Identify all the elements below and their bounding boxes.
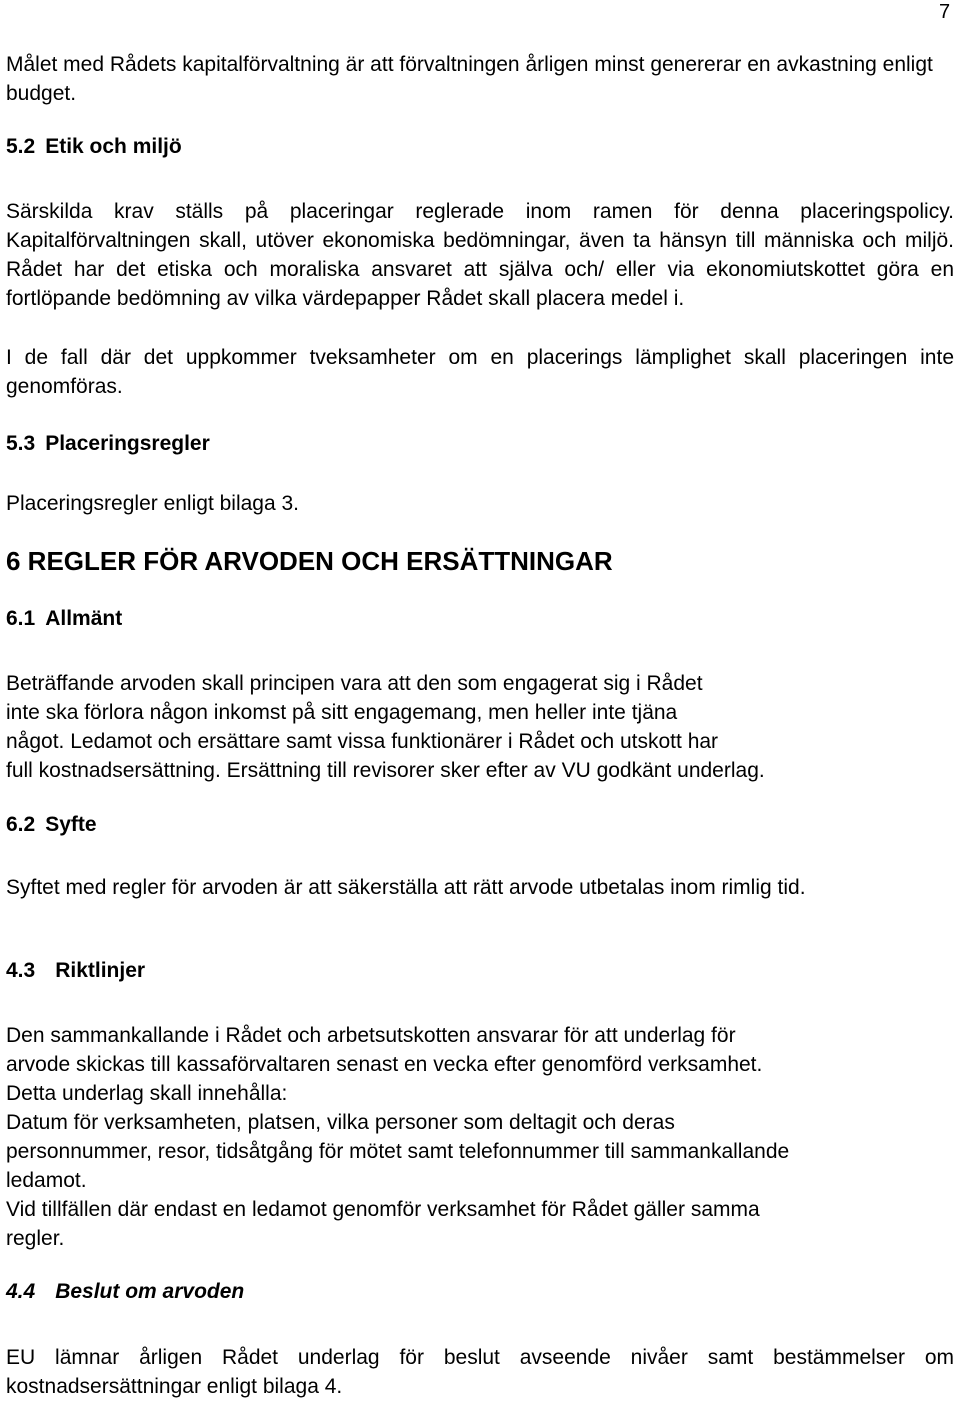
intro-paragraph: Målet med Rådets kapitalförvaltning är att förvaltningen årligen minst genererar en avkastning enligt budget. [6, 53, 933, 105]
text-line: inte ska förlora någon inkomst på sitt engagemang, men heller inte tjäna [6, 701, 678, 724]
section-5-2-paragraph-1: Särskilda krav ställs på placeringar reglerade inom ramen för denna placeringspolicy. Kapitalförvaltningen skall, utöver ekonomiska bedömningar, även ta hänsyn till människa och miljö. Rådet har det etiska och moraliska ansvaret att själva och/ eller via ekonomiutskottet göra en fortlöpande bedömning av vilka värdepapper Rådet skall placera medel i. [6, 200, 954, 310]
text-line: full kostnadsersättning. Ersättning till revisorer sker efter av VU godkänt underlag. [6, 759, 765, 782]
section-number: 5.2 [6, 135, 36, 158]
section-number: 5.3 [6, 432, 36, 455]
section-title: Allmänt [45, 607, 123, 630]
section-6-2-paragraph: Syftet med regler för arvoden är att säkerställa att rätt arvode utbetalas inom rimlig tid. [6, 876, 806, 899]
section-4-3-heading [6, 956, 954, 985]
text-line: regler. [6, 1227, 65, 1250]
section-title: Placeringsregler [45, 432, 210, 455]
section-title: Etik och miljö [45, 135, 182, 158]
section-number: 6.1 [6, 607, 36, 630]
section-4-3-paragraph [6, 1021, 954, 1253]
section-5-3-heading [6, 429, 954, 458]
text-line: Vid tillfällen där endast en ledamot genomför verksamhet för Rådet gäller samma [6, 1198, 760, 1221]
text-line: Datum för verksamheten, platsen, vilka personer som deltagit och deras [6, 1111, 675, 1134]
text-line: Den sammankallande i Rådet och arbetsutskotten ansvarar för att underlag för [6, 1024, 736, 1047]
section-6-2-heading [6, 810, 954, 839]
section-number: 6.2 [6, 813, 36, 836]
section-6-1-heading [6, 604, 954, 633]
text-line: något. Ledamot och ersättare samt vissa funktionärer i Rådet och utskott har [6, 730, 719, 753]
text-line: personnummer, resor, tidsåtgång för mötet samt telefonnummer till sammankallande [6, 1140, 790, 1163]
section-title: Riktlinjer [55, 959, 146, 982]
section-4-4-heading [6, 1277, 954, 1306]
section-number: 4.4 [6, 1280, 36, 1303]
section-title: Syfte [45, 813, 97, 836]
section-5-2-heading [6, 132, 954, 161]
section-4-4-paragraph: EU lämnar årligen Rådet underlag för beslut avseende nivåer samt bestämmelser om kostnadsersättningar enligt bilaga 4. [6, 1346, 954, 1398]
text-line: ledamot. [6, 1169, 87, 1192]
chapter-6-heading: 6 REGLER FÖR ARVODEN OCH ERSÄTTNINGAR [6, 546, 613, 576]
section-title: Beslut om arvoden [55, 1280, 245, 1303]
section-5-3-paragraph: Placeringsregler enligt bilaga 3. [6, 492, 300, 515]
section-6-1-paragraph [6, 669, 954, 785]
text-line: arvode skickas till kassaförvaltaren senast en vecka efter genomförd verksamhet. [6, 1053, 763, 1076]
page-number: 7 [939, 1, 951, 23]
text-line: Detta underlag skall innehålla: [6, 1082, 288, 1105]
section-number: 4.3 [6, 959, 36, 982]
section-5-2-paragraph-2: I de fall där det uppkommer tveksamheter om en placerings lämplighet skall placeringen inte genomföras. [6, 346, 954, 398]
text-line: Beträffande arvoden skall principen vara att den som engagerat sig i Rådet [6, 672, 703, 695]
